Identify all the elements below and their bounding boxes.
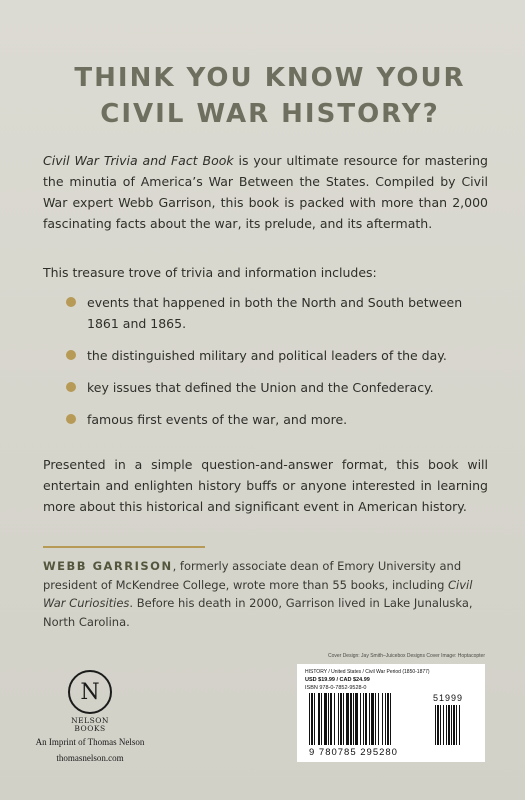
logo-brand: [30, 717, 150, 733]
headline-line-2: CIVIL WAR HISTORY?: [100, 99, 440, 129]
intro-paragraph: [43, 150, 488, 234]
bullet-text: events that happened in both the North and South between 1861 and 1865.: [87, 295, 463, 331]
isbn-label: ISBN 978-0-7852-9528-0: [305, 685, 367, 691]
bullet-text: famous first events of the war, and more.: [87, 412, 348, 427]
author-name: WEBB GARRISON: [43, 559, 173, 573]
barcode-number: 9 780785 295280: [309, 747, 398, 758]
feature-bullet-list: [66, 292, 496, 430]
list-item: [66, 377, 496, 398]
list-item: [66, 345, 496, 366]
bullet-text: key issues that defined the Union and the Confederacy.: [87, 380, 434, 395]
closing-paragraph: Presented in a simple question-and-answer format, this book will entertain and enlighten history buffs or anyone interested in learning more about this historical and significant event in American history.: [43, 457, 488, 514]
bio-text-1: , formerly associate dean of Emory University and president of McKendree College, wrote more than 55 books, including: [43, 559, 462, 592]
bio-book-title: Civil War Curiosities: [43, 577, 473, 610]
barcode-panel: [297, 664, 485, 762]
list-lead-text: This treasure trove of trivia and information includes:: [43, 265, 377, 280]
logo-letter: N: [80, 679, 100, 705]
bullet-icon: [66, 382, 76, 392]
bullet-icon: [66, 414, 76, 424]
publisher-website: thomasnelson.com: [56, 753, 124, 763]
publisher-logo: [30, 670, 150, 763]
cover-credits: Cover Design: Jay Smith–Juicebox Designs Cover Image: Hoptacopter: [327, 653, 485, 659]
bullet-icon: [66, 297, 76, 307]
logo-brand-line-2: BOOKS: [74, 724, 106, 733]
back-cover-headline: [40, 60, 500, 132]
headline-line-1: THINK YOU KNOW YOUR: [74, 63, 466, 93]
list-item: [66, 409, 496, 430]
intro-text: is your ultimate resource for mastering the minutia of America’s War Between the States. Compiled by Civil War expert Webb Garrison, this book is packed with more than 2,000 fascinating facts about the war, its prelude, and its aftermath.: [43, 153, 488, 231]
nelson-logo-icon: [68, 670, 112, 714]
barcode-addon-number: 51999: [433, 693, 464, 703]
divider-rule: [43, 546, 205, 548]
bisac-category: HISTORY / United States / Civil War Period (1850-1877): [305, 669, 430, 675]
imprint-text: An Imprint of Thomas Nelson: [35, 737, 145, 747]
intro-book-title: Civil War Trivia and Fact Book: [43, 153, 234, 168]
price-label: USD $19.99 / CAD $24.99: [305, 677, 370, 683]
author-bio: [43, 557, 491, 631]
list-item: [66, 292, 496, 334]
bio-text-2: . Before his death in 2000, Garrison lived in Lake Junaluska, North Carolina.: [43, 596, 473, 629]
bullet-icon: [66, 350, 76, 360]
logo-brand-line-1: NELSON: [71, 716, 109, 725]
bullet-text: the distinguished military and political leaders of the day.: [87, 348, 447, 363]
